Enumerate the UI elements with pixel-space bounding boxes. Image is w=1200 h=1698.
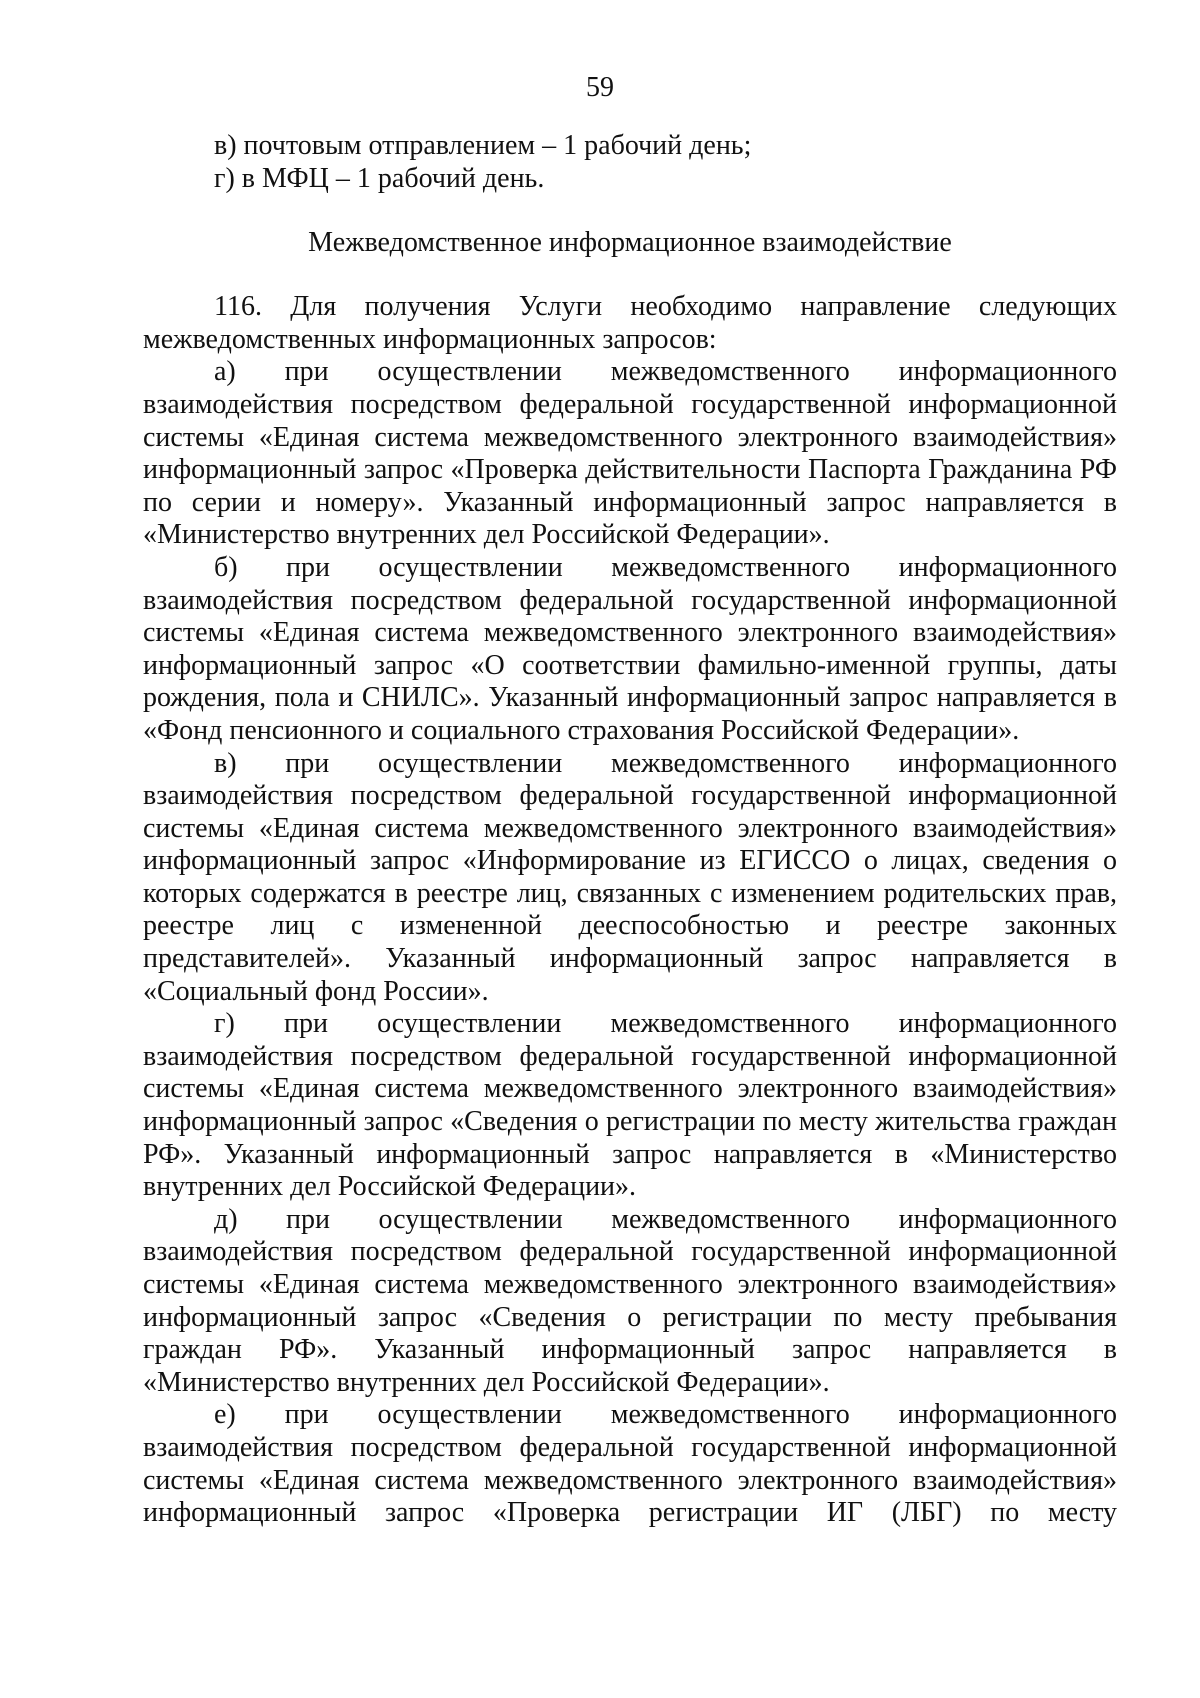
text-line: информационный запрос «Проверка регистрации ИГ (ЛБГ) по месту: [143, 1497, 1117, 1529]
text-line: взаимодействия посредством федеральной государственной информационной: [143, 780, 1117, 812]
text-line: г) при осуществлении межведомственного информационного: [214, 1008, 1117, 1040]
text-line: «Социальный фонд России».: [143, 975, 489, 1007]
list-item-v: [143, 748, 1117, 1009]
text-line: а) при осуществлении межведомственного информационного: [214, 356, 1117, 388]
list-item-d: [143, 1204, 1117, 1400]
list-item-e: [143, 1399, 1117, 1529]
text-line: 116. Для получения Услуги необходимо направление следующих: [214, 291, 1117, 323]
text-line: граждан РФ». Указанный информационный запрос направляется в: [143, 1334, 1117, 1366]
list-item-a: [143, 356, 1117, 552]
intro-line: в) почтовым отправлением – 1 рабочий день;: [214, 130, 752, 161]
text-line: РФ». Указанный информационный запрос направляется в «Министерство: [143, 1138, 1117, 1170]
intro-line: г) в МФЦ – 1 рабочий день.: [214, 162, 545, 194]
text-line: б) при осуществлении межведомственного информационного: [214, 551, 1117, 583]
text-line: информационный запрос «Проверка действительности Паспорта Гражданина РФ: [143, 454, 1117, 486]
text-line: реестре лиц с измененной дееспособностью и реестре законных: [143, 910, 1117, 942]
text-line: взаимодействия посредством федеральной государственной информационной: [143, 388, 1117, 420]
text-line: представителей». Указанный информационный запрос направляется в: [143, 943, 1117, 975]
section-title: Межведомственное информационное взаимодействие: [308, 227, 952, 259]
text-line: информационный запрос «Сведения о регистрации по месту пребывания: [143, 1301, 1117, 1333]
text-line: внутренних дел Российской Федерации».: [143, 1171, 637, 1203]
text-line: системы «Единая система межведомственного электронного взаимодействия»: [143, 812, 1117, 844]
text-line: системы «Единая система межведомственного электронного взаимодействия»: [143, 617, 1117, 649]
text-line: рождения, пола и СНИЛС». Указанный информационный запрос направляется в: [143, 682, 1117, 714]
list-item-g: [143, 1008, 1117, 1204]
text-line: взаимодействия посредством федеральной государственной информационной: [143, 584, 1117, 616]
text-line: взаимодействия посредством федеральной государственной информационной: [143, 1040, 1117, 1072]
text-line: по серии и номеру». Указанный информационный запрос направляется в: [143, 486, 1117, 518]
text-line: е) при осуществлении межведомственного информационного: [214, 1399, 1117, 1431]
text-line: системы «Единая система межведомственного электронного взаимодействия»: [143, 421, 1117, 453]
text-line: системы «Единая система межведомственного электронного взаимодействия»: [143, 1464, 1117, 1496]
page-number: 59: [586, 72, 614, 103]
document-body: [143, 130, 1117, 1530]
text-line: в) при осуществлении межведомственного информационного: [214, 747, 1117, 779]
text-line: которых содержатся в реестре лиц, связанных с изменением родительских прав,: [143, 877, 1117, 909]
list-item-b: [143, 552, 1117, 748]
text-line: «Министерство внутренних дел Российской Федерации».: [143, 1366, 830, 1398]
text-line: системы «Единая система межведомственного электронного взаимодействия»: [143, 1269, 1117, 1300]
text-line: информационный запрос «О соответствии фамильно-именной группы, даты: [143, 649, 1117, 681]
text-line: д) при осуществлении межведомственного информационного: [214, 1203, 1117, 1235]
text-line: «Фонд пенсионного и социального страхования Российской Федерации».: [143, 714, 1020, 746]
paragraph-116: [143, 291, 1117, 356]
text-line: информационный запрос «Информирование из ЕГИССО о лицах, сведения о: [143, 845, 1117, 877]
text-line: информационный запрос «Сведения о регистрации по месту жительства граждан: [143, 1106, 1117, 1138]
text-line: «Министерство внутренних дел Российской Федерации».: [143, 519, 830, 551]
text-line: взаимодействия посредством федеральной государственной информационной: [143, 1431, 1117, 1463]
text-line: межведомственных информационных запросов:: [143, 323, 717, 355]
text-line: взаимодействия посредством федеральной государственной информационной: [143, 1236, 1117, 1268]
text-line: системы «Единая система межведомственного электронного взаимодействия»: [143, 1073, 1117, 1105]
